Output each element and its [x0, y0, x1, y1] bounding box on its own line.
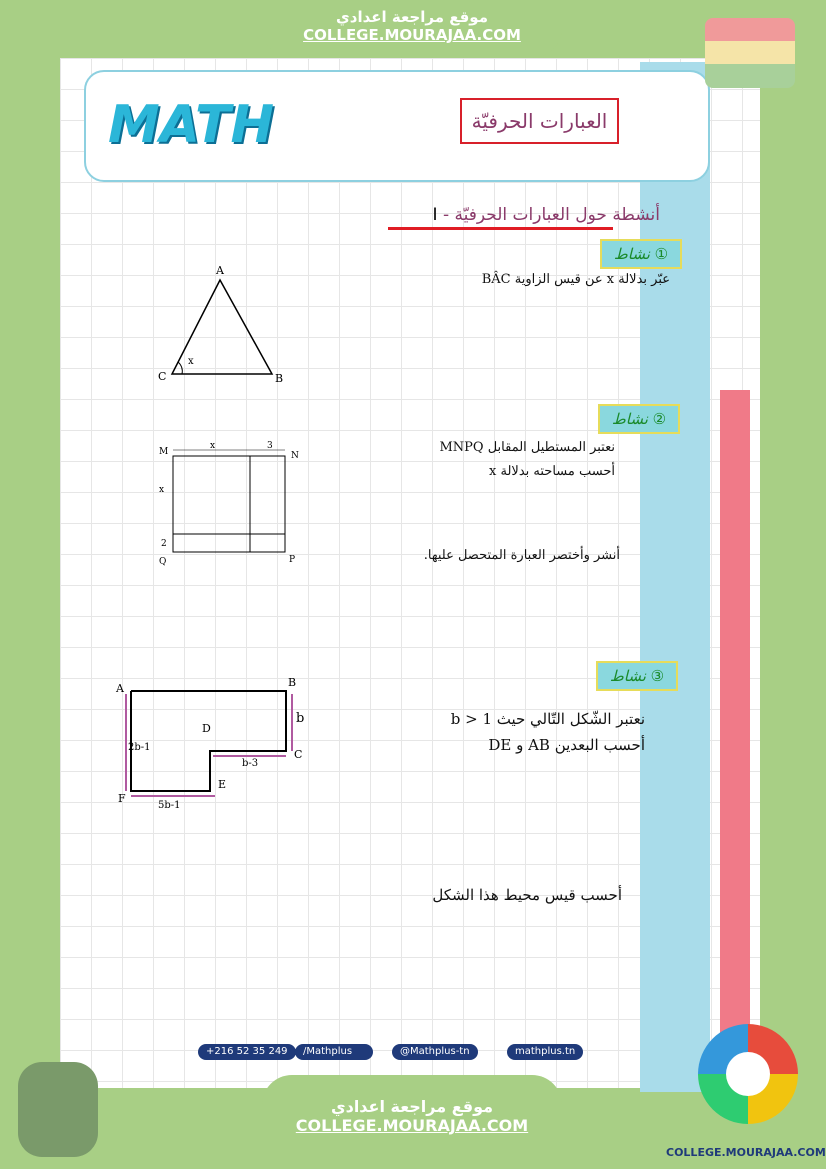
svg-text:F: F	[118, 792, 126, 805]
section-heading: أنشطة حول العبارات الحرفيّة - I	[432, 205, 660, 225]
svg-text:A: A	[116, 682, 124, 695]
activity-2-line-2: أحسب مساحته بدلالة x	[489, 464, 615, 479]
svg-text:N: N	[291, 451, 299, 461]
activity-3-line-3: أحسب قيس محيط هذا الشكل	[432, 886, 622, 904]
math-logo: MATH	[108, 95, 275, 155]
svg-text:D: D	[202, 722, 211, 735]
page-title: العبارات الحرفيّة	[460, 98, 619, 144]
activity-2-line-3: أنشر وأختصر العبارة المتحصل عليها.	[423, 548, 620, 563]
svg-text:2b-1: 2b-1	[128, 742, 151, 753]
website-link[interactable]: mathplus.tn	[507, 1044, 583, 1060]
corner-brand[interactable]: COLLEGE.MOURAJAA.COM	[666, 1146, 826, 1159]
svg-text:2: 2	[161, 539, 167, 549]
svg-text:b: b	[296, 711, 305, 726]
svg-text:M: M	[159, 447, 169, 457]
svg-text:Q: Q	[159, 557, 167, 567]
activity-1-text: عبّر بدلالة x عن قيس الزاوية BÂC	[481, 272, 670, 287]
facebook-link[interactable]: /Mathplus	[295, 1044, 373, 1060]
phone-badge[interactable]: +216 52 35 249	[198, 1044, 296, 1060]
svg-text:P: P	[289, 555, 296, 565]
activity-3-label: نشاط ③	[596, 661, 678, 691]
site-link[interactable]: COLLEGE.MOURAJAA.COM	[295, 1116, 529, 1135]
svg-text:x: x	[159, 485, 165, 495]
site-banner-top	[262, 0, 562, 58]
activity-3-line-1: نعتبر الشّكل التّالي حيث b > 1	[450, 710, 645, 728]
youtube-link[interactable]: @Mathplus-tn	[392, 1044, 478, 1060]
books-icon	[705, 18, 795, 88]
svg-text:b-3: b-3	[242, 758, 259, 769]
site-banner-bottom	[262, 1075, 562, 1169]
decor-stripe	[720, 390, 750, 1040]
rectangle-figure	[155, 440, 305, 570]
vertex-b: B	[275, 372, 284, 385]
activity-2-line-1: نعتبر المستطيل المقابل MNPQ	[439, 440, 615, 455]
svg-text:5b-1: 5b-1	[158, 800, 181, 811]
l-shape-figure	[110, 670, 320, 820]
svg-text:x: x	[210, 441, 216, 451]
svg-text:E: E	[218, 778, 227, 791]
heading-underline	[388, 227, 613, 230]
angle-label: x	[188, 356, 194, 367]
activity-2-label: نشاط ②	[598, 404, 680, 434]
triangle-figure	[150, 260, 290, 390]
vertex-c: C	[158, 370, 167, 383]
activity-3-line-2: أحسب البعدين AB و DE	[488, 736, 645, 754]
site-link[interactable]: COLLEGE.MOURAJAA.COM	[303, 26, 521, 44]
site-name: موقع مراجعة اعدادي	[330, 1097, 494, 1116]
svg-text:3: 3	[267, 441, 273, 451]
backpack-icon	[18, 1062, 98, 1157]
subjects-wheel-icon	[698, 1024, 798, 1124]
vertex-a: A	[216, 264, 224, 277]
svg-text:C: C	[294, 748, 303, 761]
activity-1-label: نشاط ①	[600, 239, 682, 269]
site-name: موقع مراجعة اعدادي	[336, 8, 488, 26]
svg-text:B: B	[288, 676, 297, 689]
